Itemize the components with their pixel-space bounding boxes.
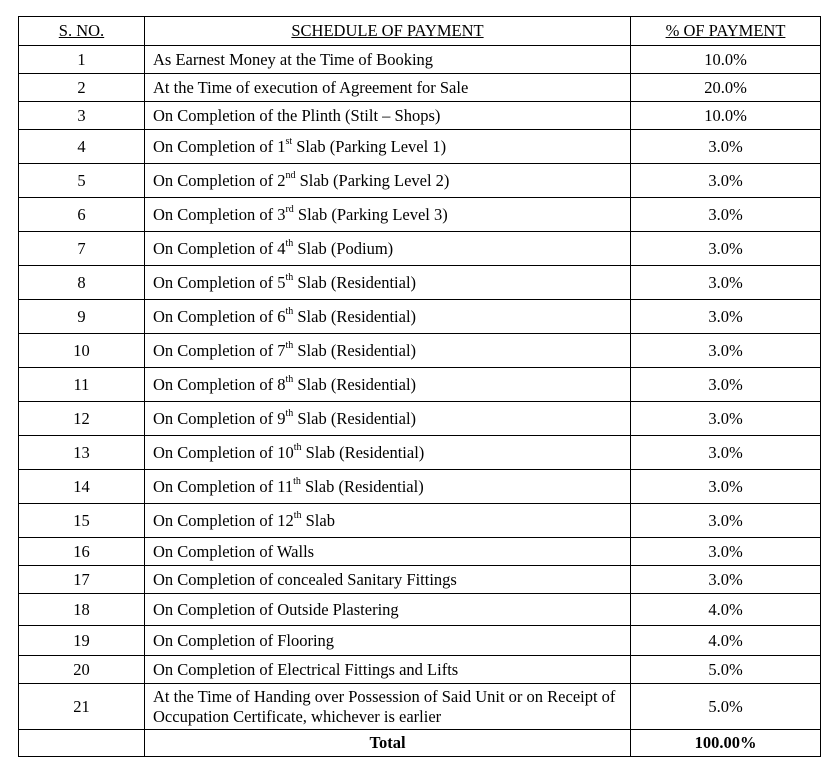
table-row bbox=[19, 334, 821, 368]
row-description bbox=[145, 594, 631, 626]
ordinal-suffix: th bbox=[285, 238, 294, 249]
description-text-continued: Slab (Residential) bbox=[293, 306, 417, 326]
table-row bbox=[19, 266, 821, 300]
row-description bbox=[145, 46, 631, 74]
row-sno: 6 bbox=[19, 198, 145, 232]
table-row bbox=[19, 232, 821, 266]
row-sno: 17 bbox=[19, 566, 145, 594]
row-sno: 20 bbox=[19, 656, 145, 684]
description-text: On Completion of 10 bbox=[153, 442, 294, 462]
description-text-continued: Slab bbox=[301, 510, 335, 530]
row-description bbox=[145, 402, 631, 436]
row-percent: 5.0% bbox=[631, 684, 821, 730]
table-row bbox=[19, 164, 821, 198]
row-description bbox=[145, 684, 631, 730]
total-sno-cell bbox=[19, 730, 145, 757]
description-text-continued: Slab (Residential) bbox=[293, 340, 417, 360]
row-sno: 13 bbox=[19, 436, 145, 470]
row-sno: 8 bbox=[19, 266, 145, 300]
table-header-row bbox=[19, 17, 821, 46]
row-sno: 19 bbox=[19, 626, 145, 656]
total-label: Total bbox=[145, 730, 631, 757]
table-body bbox=[19, 46, 821, 730]
description-text: On Completion of 12 bbox=[153, 510, 294, 530]
table-row bbox=[19, 566, 821, 594]
table-row bbox=[19, 538, 821, 566]
row-percent: 3.0% bbox=[631, 198, 821, 232]
description-text: On Completion of Electrical Fittings and Lifts bbox=[153, 659, 459, 679]
row-percent: 3.0% bbox=[631, 164, 821, 198]
row-sno: 18 bbox=[19, 594, 145, 626]
row-description bbox=[145, 198, 631, 232]
description-text-continued: Slab (Parking Level 2) bbox=[295, 170, 450, 190]
row-sno: 4 bbox=[19, 130, 145, 164]
description-text-continued: Slab (Residential) bbox=[293, 374, 417, 394]
description-text-continued: Slab (Residential) bbox=[300, 476, 424, 496]
ordinal-suffix: th bbox=[293, 476, 301, 487]
description-text: On Completion of 8 bbox=[153, 374, 286, 394]
description-text-continued: Slab (Parking Level 1) bbox=[292, 136, 447, 156]
table-row bbox=[19, 656, 821, 684]
row-sno: 16 bbox=[19, 538, 145, 566]
row-description bbox=[145, 538, 631, 566]
row-description bbox=[145, 74, 631, 102]
row-description bbox=[145, 470, 631, 504]
row-sno: 12 bbox=[19, 402, 145, 436]
row-description bbox=[145, 300, 631, 334]
row-description bbox=[145, 164, 631, 198]
description-text-continued: Slab (Parking Level 3) bbox=[293, 204, 448, 224]
row-sno: 2 bbox=[19, 74, 145, 102]
table-row bbox=[19, 74, 821, 102]
ordinal-suffix: th bbox=[285, 272, 294, 283]
row-description bbox=[145, 102, 631, 130]
row-sno: 11 bbox=[19, 368, 145, 402]
row-description bbox=[145, 436, 631, 470]
table-row bbox=[19, 102, 821, 130]
header-percent: % OF PAYMENT bbox=[631, 17, 821, 46]
description-text: On Completion of Outside Plastering bbox=[153, 599, 399, 619]
description-text: On Completion of 1 bbox=[153, 136, 286, 156]
row-percent: 20.0% bbox=[631, 74, 821, 102]
row-description bbox=[145, 626, 631, 656]
description-text: On Completion of Walls bbox=[153, 541, 315, 561]
row-percent: 4.0% bbox=[631, 626, 821, 656]
table-row bbox=[19, 368, 821, 402]
description-text: On Completion of 5 bbox=[153, 272, 286, 292]
description-text: On Completion of concealed Sanitary Fittings bbox=[153, 569, 457, 589]
table-row bbox=[19, 504, 821, 538]
ordinal-suffix: st bbox=[285, 136, 293, 147]
table-row bbox=[19, 470, 821, 504]
table-row bbox=[19, 402, 821, 436]
row-sno: 3 bbox=[19, 102, 145, 130]
row-percent: 3.0% bbox=[631, 300, 821, 334]
description-text: On Completion of 7 bbox=[153, 340, 286, 360]
ordinal-suffix: th bbox=[285, 306, 294, 317]
description-text: On Completion of 3 bbox=[153, 204, 286, 224]
row-percent: 3.0% bbox=[631, 566, 821, 594]
description-text: On Completion of 2 bbox=[153, 170, 286, 190]
row-sno: 10 bbox=[19, 334, 145, 368]
table-row bbox=[19, 684, 821, 730]
description-text: At the Time of Handing over Possession of Said Unit or on Receipt of Occupation Certificate, whichever is earlier bbox=[153, 686, 616, 726]
ordinal-suffix: th bbox=[285, 408, 294, 419]
ordinal-suffix: th bbox=[293, 510, 302, 521]
row-description bbox=[145, 368, 631, 402]
table-row bbox=[19, 436, 821, 470]
payment-schedule-table bbox=[18, 16, 821, 757]
row-percent: 3.0% bbox=[631, 232, 821, 266]
description-text: As Earnest Money at the Time of Booking bbox=[153, 49, 434, 69]
row-percent: 3.0% bbox=[631, 266, 821, 300]
row-percent: 3.0% bbox=[631, 538, 821, 566]
description-text-continued: Slab (Residential) bbox=[301, 442, 425, 462]
row-percent: 5.0% bbox=[631, 656, 821, 684]
row-percent: 3.0% bbox=[631, 130, 821, 164]
row-sno: 7 bbox=[19, 232, 145, 266]
row-description bbox=[145, 232, 631, 266]
row-description bbox=[145, 656, 631, 684]
table-row bbox=[19, 626, 821, 656]
description-text: On Completion of 4 bbox=[153, 238, 286, 258]
row-sno: 21 bbox=[19, 684, 145, 730]
description-text-continued: Slab (Podium) bbox=[293, 238, 394, 258]
row-sno: 15 bbox=[19, 504, 145, 538]
header-sno: S. NO. bbox=[19, 17, 145, 46]
description-text: At the Time of execution of Agreement for Sale bbox=[153, 77, 469, 97]
table-row bbox=[19, 594, 821, 626]
description-text: On Completion of 11 bbox=[153, 476, 294, 496]
ordinal-suffix: rd bbox=[285, 204, 294, 215]
ordinal-suffix: th bbox=[285, 374, 294, 385]
row-percent: 3.0% bbox=[631, 334, 821, 368]
row-percent: 3.0% bbox=[631, 368, 821, 402]
header-schedule: SCHEDULE OF PAYMENT bbox=[145, 17, 631, 46]
row-description bbox=[145, 334, 631, 368]
description-text: On Completion of 9 bbox=[153, 408, 286, 428]
table-row bbox=[19, 130, 821, 164]
description-text-continued: Slab (Residential) bbox=[293, 408, 417, 428]
table-row bbox=[19, 198, 821, 232]
row-sno: 5 bbox=[19, 164, 145, 198]
ordinal-suffix: th bbox=[293, 442, 302, 453]
row-percent: 4.0% bbox=[631, 594, 821, 626]
description-text: On Completion of 6 bbox=[153, 306, 286, 326]
row-description bbox=[145, 266, 631, 300]
row-description bbox=[145, 566, 631, 594]
row-percent: 3.0% bbox=[631, 436, 821, 470]
total-row bbox=[19, 730, 821, 757]
description-text-continued: Slab (Residential) bbox=[293, 272, 417, 292]
row-description bbox=[145, 130, 631, 164]
row-percent: 3.0% bbox=[631, 504, 821, 538]
ordinal-suffix: nd bbox=[285, 170, 296, 181]
row-description bbox=[145, 504, 631, 538]
row-sno: 9 bbox=[19, 300, 145, 334]
description-text: On Completion of Flooring bbox=[153, 630, 335, 650]
ordinal-suffix: th bbox=[285, 340, 294, 351]
total-value: 100.00% bbox=[631, 730, 821, 757]
row-sno: 1 bbox=[19, 46, 145, 74]
row-sno: 14 bbox=[19, 470, 145, 504]
row-percent: 3.0% bbox=[631, 470, 821, 504]
table-row bbox=[19, 46, 821, 74]
row-percent: 10.0% bbox=[631, 102, 821, 130]
row-percent: 3.0% bbox=[631, 402, 821, 436]
table-row bbox=[19, 300, 821, 334]
row-percent: 10.0% bbox=[631, 46, 821, 74]
description-text: On Completion of the Plinth (Stilt – Shops) bbox=[153, 105, 441, 125]
